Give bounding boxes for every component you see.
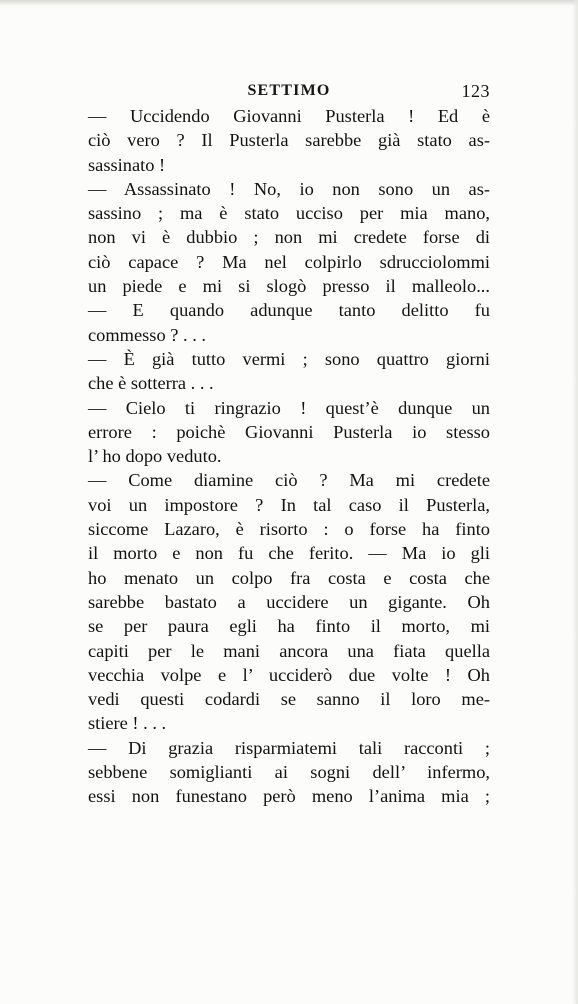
text-line: che è sotterra . . . [88,373,214,394]
text-line: il morto e non fu che ferito. — Ma io gli [88,543,490,564]
page-right-edge [572,0,578,1004]
text-line: non vi è dubbio ; non mi credete forse di [88,227,490,248]
text-line: errore : poichè Giovanni Pusterla io stesso [88,421,490,442]
text-line: vecchia volpe e l’ ucciderò due volte ! Oh [88,664,490,685]
text-line: — È già tutto vermi ; sono quattro giorni [88,348,490,369]
text-line: — Uccidendo Giovanni Pusterla ! Ed è [88,106,490,126]
text-line: se per paura egli ha finto il morto, mi [88,616,490,637]
text-line: stiere ! . . . [88,713,167,734]
text-line: commesso ? . . . [88,324,206,345]
text-line: un piede e mi si slogò presso il malleolo... [88,276,490,297]
text-line: essi non funestano però meno l’anima mia ; [88,786,490,807]
running-head [88,82,490,106]
text-line: — Di grazia risparmiatemi tali racconti ; [88,737,490,758]
text-line: — E quando adunque tanto delitto fu [88,300,490,321]
chapter-title: SETTIMO [247,82,331,99]
text-line: l’ ho dopo veduto. [88,446,222,467]
page-number: 123 [461,81,490,101]
text-line: vedi questi codardi se sanno il loro me- [88,689,490,710]
text-line: — Assassinato ! No, io non sono un as- [88,178,490,199]
text-line: — Cielo ti ringrazio ! quest’è dunque un [88,397,490,418]
text-line: sassinato ! [88,154,166,175]
text-line: voi un impostore ? In tal caso il Pusterla, [88,494,490,515]
text-line: sarebbe bastato a uccidere un gigante. Oh [88,591,490,612]
page-top-edge [0,0,578,6]
text-line: sebbene somiglianti ai sogni dell’ infermo, [88,762,490,783]
body-text [88,104,490,809]
text-line: — Come diamine ciò ? Ma mi credete [88,470,490,491]
text-line: ciò capace ? Ma nel colpirlo sdrucciolommi [88,251,490,272]
text-line: siccome Lazaro, è risorto : o forse ha finto [88,519,490,540]
text-line: ciò vero ? Il Pusterla sarebbe già stato as- [88,130,490,151]
text-line: ho menato un colpo fra costa e costa che [88,567,490,588]
text-line: sassino ; ma è stato ucciso per mia mano, [88,203,490,224]
text-line: capiti per le mani ancora una fiata quella [88,640,490,661]
